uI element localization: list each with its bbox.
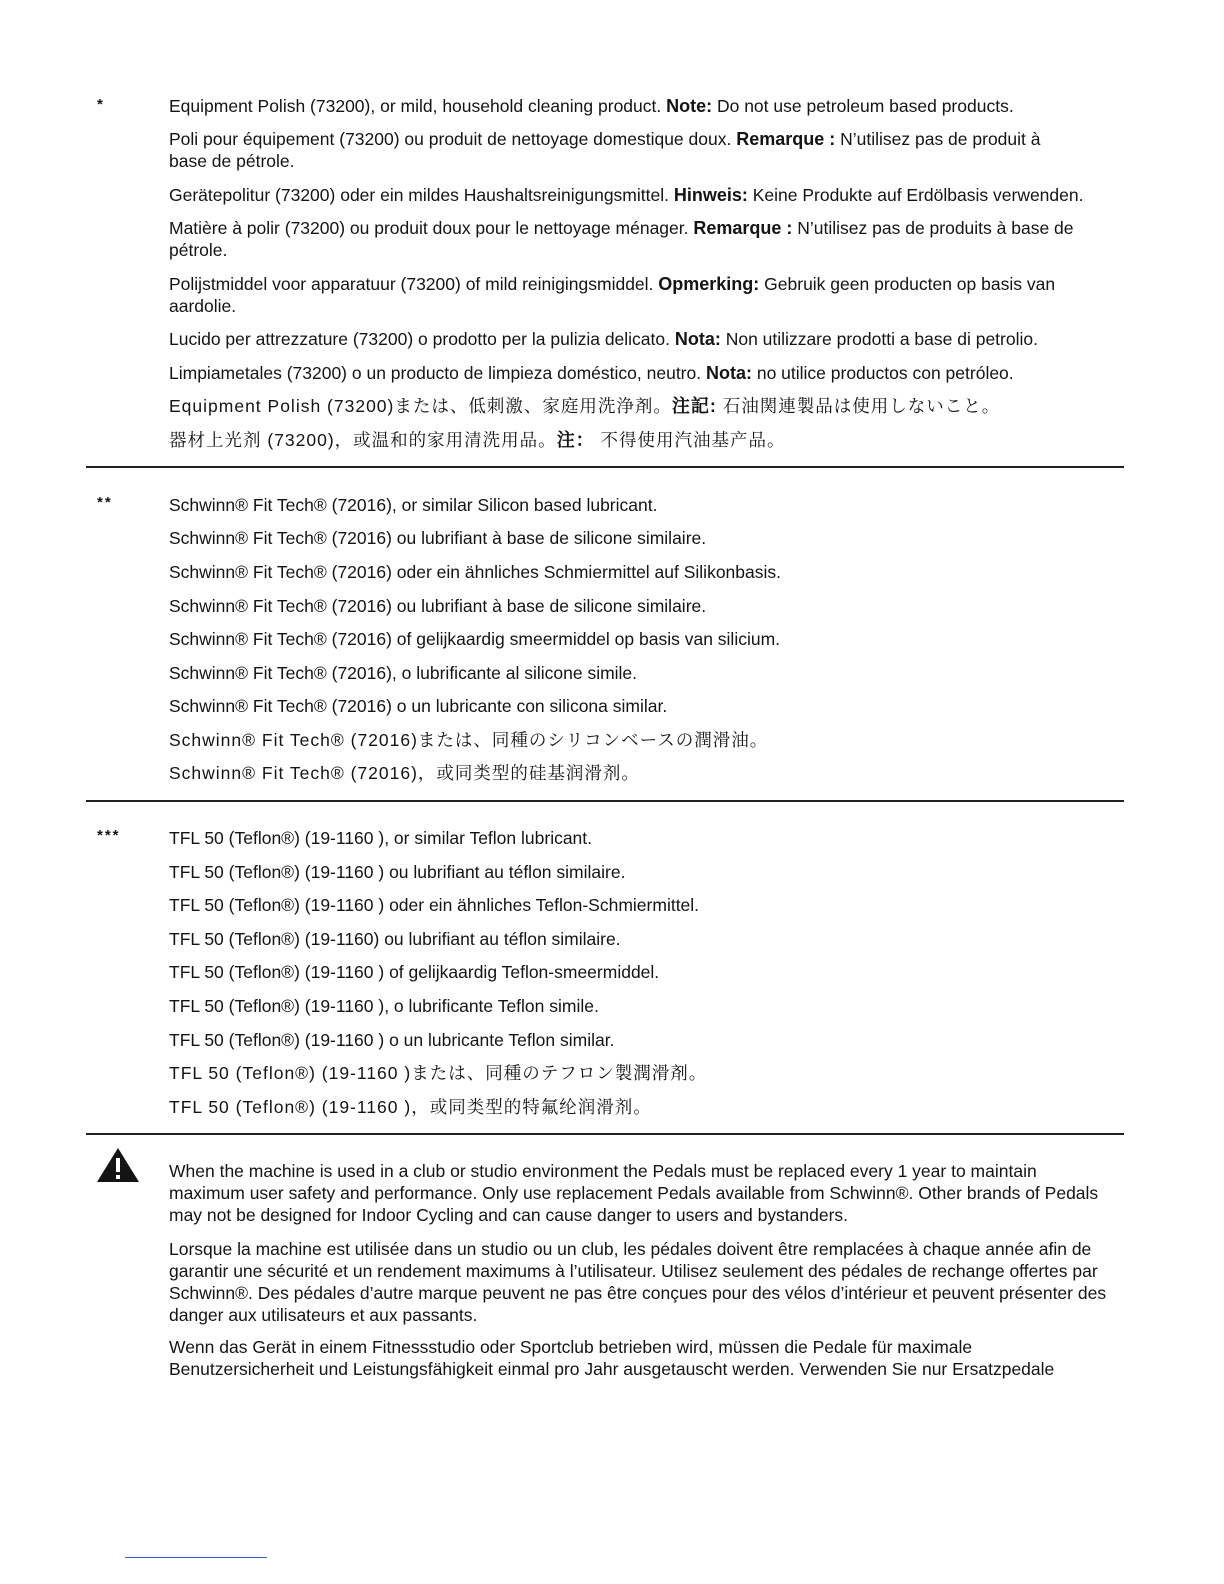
note-label: 注記: — [671, 396, 717, 416]
footer-link-underline — [125, 1557, 267, 1558]
note-label: 注： — [556, 430, 595, 450]
warning-triangle-icon — [96, 1147, 140, 1183]
polish-line-en: Equipment Polish (73200), or mild, household cleaning product. Note: Do not use petroleum based products. — [169, 96, 1014, 116]
polish-line-fr: Poli pour équipement (73200) ou produit de nettoyage domestique doux. Remarque : N’utilisez pas de produit à base de pétrole. — [169, 129, 1041, 171]
section-divider — [86, 800, 1124, 802]
teflon-line-en: TFL 50 (Teflon®) (19-1160 ), or similar Teflon lubricant. — [169, 828, 593, 848]
polish-line-it: Lucido per attrezzature (73200) o prodotto per la pulizia delicato. Nota: Non utilizzare prodotti a base di petrolio. — [169, 329, 1038, 349]
teflon-line-it: TFL 50 (Teflon®) (19-1160 ), o lubrificante Teflon simile. — [169, 996, 599, 1016]
note-label: Nota: — [674, 329, 721, 349]
lubricant-line-nl: Schwinn® Fit Tech® (72016) of gelijkaardig smeermiddel op basis van silicium. — [169, 629, 781, 649]
teflon-line-zh: TFL 50 (Teflon®) (19-1160 )，或同类型的特氟纶润滑剂。 — [169, 1097, 652, 1117]
lubricant-line-it: Schwinn® Fit Tech® (72016), o lubrificante al silicone simile. — [169, 663, 638, 683]
note-label: Nota: — [705, 363, 752, 383]
lubricant-line-en: Schwinn® Fit Tech® (72016), or similar Silicon based lubricant. — [169, 495, 658, 515]
polish-line-fr-ca: Matière à polir (73200) ou produit doux pour le nettoyage ménager. Remarque : N’utilisez pas de produits à base de pétrole. — [169, 218, 1074, 260]
lubricant-line-de: Schwinn® Fit Tech® (72016) oder ein ähnliches Schmiermittel auf Silikonbasis. — [169, 562, 782, 582]
lubricant-line-fr-ca: Schwinn® Fit Tech® (72016) ou lubrifiant à base de silicone similaire. — [169, 596, 707, 616]
lubricant-line-zh: Schwinn® Fit Tech® (72016)，或同类型的硅基润滑剂。 — [169, 763, 640, 783]
polish-line-zh: 器材上光剂 (73200)，或温和的家用清洗用品。注： 不得使用汽油基产品。 — [169, 430, 786, 450]
lubricant-line-ja: Schwinn® Fit Tech® (72016)または、同種のシリコンベースの潤滑油。 — [169, 730, 769, 750]
polish-line-es: Limpiametales (73200) o un producto de limpieza doméstico, neutro. Nota: no utilice productos con petróleo. — [169, 363, 1014, 383]
lubricant-line-fr: Schwinn® Fit Tech® (72016) ou lubrifiant à base de silicone similaire. — [169, 528, 707, 548]
footnote-marker-2: ** — [97, 494, 113, 511]
note-label: Remarque : — [693, 218, 793, 238]
note-label: Hinweis: — [673, 185, 748, 205]
polish-line-de: Gerätepolitur (73200) oder ein mildes Haushaltsreinigungsmittel. Hinweis: Keine Produkte auf Erdölbasis verwenden. — [169, 185, 1084, 205]
note-label: Opmerking: — [658, 274, 760, 294]
footnote-marker-1: * — [97, 96, 105, 113]
teflon-line-ja: TFL 50 (Teflon®) (19-1160 )または、同種のテフロン製潤滑剤。 — [169, 1063, 708, 1083]
note-label: Note: — [666, 96, 713, 116]
polish-line-nl: Polijstmiddel voor apparatuur (73200) of mild reinigingsmiddel. Opmerking: Gebruik geen producten op basis van aardolie. — [169, 274, 1056, 316]
teflon-line-de: TFL 50 (Teflon®) (19-1160 ) oder ein ähnliches Teflon-Schmiermittel. — [169, 895, 700, 915]
warning-paragraph-de: Wenn das Gerät in einem Fitnessstudio oder Sportclub betrieben wird, müssen die Pedale für maximale Benutzersicherheit und Leistungsfähigkeit einmal pro Jahr ausgetauscht werden. Verwenden Sie nur Ersatzpedale — [169, 1337, 1055, 1379]
polish-line-ja: Equipment Polish (73200)または、低刺激、家庭用洗浄剤。注記: 石油関連製品は使用しないこと。 — [169, 396, 1001, 416]
lubricant-line-es: Schwinn® Fit Tech® (72016) o un lubricante con silicona similar. — [169, 696, 668, 716]
teflon-line-fr: TFL 50 (Teflon®) (19-1160 ) ou lubrifiant au téflon similaire. — [169, 862, 626, 882]
teflon-line-es: TFL 50 (Teflon®) (19-1160 ) o un lubricante Teflon similar. — [169, 1030, 615, 1050]
note-label: Remarque : — [736, 129, 836, 149]
warning-paragraph-en: When the machine is used in a club or studio environment the Pedals must be replaced every 1 year to maintain maximum user safety and performance. Only use replacement Pedals available from Schwinn®. Other brands of Pedals may not be designed for Indoor Cycling and can cause danger to users and bystanders. — [169, 1161, 1099, 1225]
warning-paragraph-fr: Lorsque la machine est utilisée dans un studio ou un club, les pédales doivent être remplacées à chaque année afin de garantir une sécurité et un rendement maximums à l’utilisateur. Utilisez seulement des pédales de rechange offertes par Schwinn®. Des pédales d’autre marque peuvent ne pas être conçues pour des vélos d’intérieur et peuvent présenter des danger aux utilisateurs et aux passants. — [169, 1239, 1107, 1325]
teflon-line-fr-ca: TFL 50 (Teflon®) (19-1160) ou lubrifiant au téflon similaire. — [169, 929, 621, 949]
footnote-marker-3: *** — [97, 827, 121, 844]
teflon-line-nl: TFL 50 (Teflon®) (19-1160 ) of gelijkaardig Teflon-smeermiddel. — [169, 962, 660, 982]
section-divider — [86, 466, 1124, 468]
section-divider — [86, 1133, 1124, 1135]
